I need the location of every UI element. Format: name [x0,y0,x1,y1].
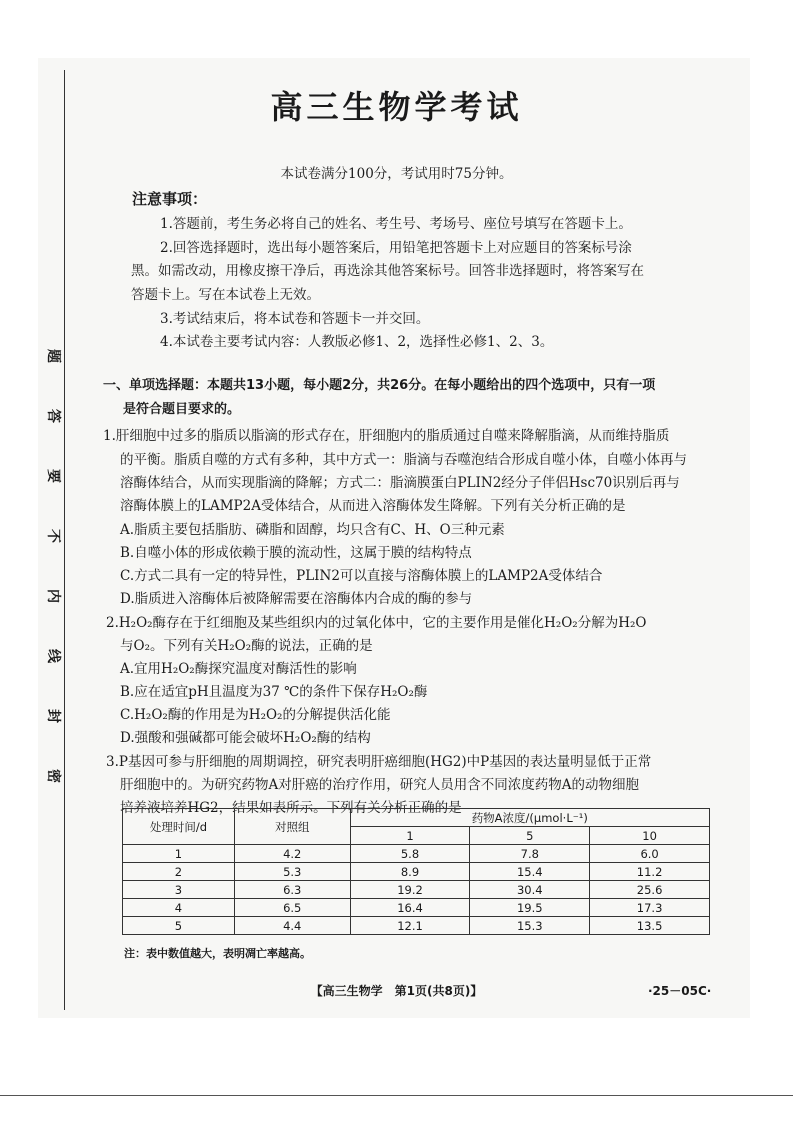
binding-warning [44,346,64,786]
header-control: 对照组 [234,809,350,845]
exam-title: 高三生物学考试 [270,88,523,126]
gutter-char: 封 [45,709,61,723]
table-cell: 25.6 [590,881,710,899]
binding-line [64,70,65,1010]
exam-code: ·25－05C· [648,984,712,998]
table-cell: 6.0 [590,845,710,863]
table-cell: 6.3 [234,881,350,899]
option-d: D.脂质进入溶酶体后被降解需要在溶酶体内合成的酶的参与 [120,591,473,607]
question-3-text: 培养液培养HG2，结果如表所示。下列有关分析正确的是 [120,800,462,816]
gutter-char: 线 [45,649,61,663]
table-cell: 17.3 [590,899,710,917]
table-cell: 1 [123,845,235,863]
table-cell: 4.2 [234,845,350,863]
header-time: 处理时间/d [123,809,235,845]
table-cell: 5.3 [234,863,350,881]
gutter-char: 答 [45,409,61,423]
table-header-row [123,809,710,827]
table-cell: 6.5 [234,899,350,917]
table-row [123,845,710,863]
table-row [123,881,710,899]
question-1-text: 的平衡。脂质自噬的方式有多种，其中方式一：脂滴与吞噬泡结合形成自噬小体，自噬小体再与 [120,452,687,468]
table-cell: 8.9 [350,863,470,881]
gutter-char: 不 [45,529,61,543]
gutter-char: 题 [45,349,61,363]
note-line: 4.本试卷主要考试内容：人教版必修1、2，选择性必修1、2、3。 [160,334,554,350]
note-line: 2.回答选择题时，选出每小题答案后，用铅笔把答题卡上对应题目的答案标号涂 [160,240,632,256]
table-row [123,863,710,881]
table-cell: 4.4 [234,917,350,935]
table-cell: 19.5 [470,899,590,917]
notes-heading: 注意事项： [132,190,208,208]
option-d: D.强酸和强碱都可能会破坏H₂O₂酶的结构 [120,730,371,746]
bottom-divider [0,1095,793,1096]
question-1-text: 1.肝细胞中过多的脂质以脂滴的形式存在，肝细胞内的脂质通过自噬来降解脂滴，从而维持脂质 [103,428,670,444]
results-table [122,808,710,935]
question-1-text: 溶酶体膜上的LAMP2A受体结合，从而进入溶酶体发生降解。下列有关分析正确的是 [120,498,626,514]
table-cell: 15.4 [470,863,590,881]
table-cell: 4 [123,899,235,917]
table-row [123,899,710,917]
exam-info: 本试卷满分100分，考试用时75分钟。 [280,166,513,182]
header-conc-1: 1 [350,827,470,845]
gutter-char: 内 [45,589,61,603]
note-line: 黑。如需改动，用橡皮擦干净后，再选涂其他答案标号。回答非选择题时，将答案写在 [131,263,644,279]
table-cell: 3 [123,881,235,899]
table-note: 注：表中数值越大，表明凋亡率越高。 [124,947,311,960]
table-cell: 15.3 [470,917,590,935]
header-conc-10: 10 [590,827,710,845]
option-c: C.H₂O₂酶的作用是为H₂O₂的分解提供活化能 [120,707,391,723]
header-drug: 药物A浓度/(μmol·L⁻¹) [350,809,709,827]
table-cell: 13.5 [590,917,710,935]
table-cell: 7.8 [470,845,590,863]
section-heading: 一、单项选择题：本题共13小题，每小题2分，共26分。在每小题给出的四个选项中，只有一项 [103,378,656,393]
question-3-text: 3.P基因可参与肝细胞的周期调控，研究表明肝癌细胞(HG2)中P基因的表达量明显低于正常 [106,754,652,770]
option-b: B.自噬小体的形成依赖于膜的流动性，这属于膜的结构特点 [120,545,472,561]
option-a: A.宜用H₂O₂酶探究温度对酶活性的影响 [120,661,357,677]
question-1-text: 溶酶体结合，从而实现脂滴的降解；方式二：脂滴膜蛋白PLIN2经分子伴侣Hsc70识别后再与 [120,475,680,491]
page-footer: 【高三生物学 第1页(共8页)】 [310,984,483,998]
table-cell: 19.2 [350,881,470,899]
table-cell: 16.4 [350,899,470,917]
gutter-char: 密 [45,769,61,783]
gutter-char: 要 [45,469,61,483]
table-cell: 2 [123,863,235,881]
table-cell: 5.8 [350,845,470,863]
table-cell: 5 [123,917,235,935]
note-line: 3.考试结束后，将本试卷和答题卡一并交回。 [160,311,430,327]
option-a: A.脂质主要包括脂肪、磷脂和固醇，均只含有C、H、O三种元素 [120,522,505,538]
question-2-text: 与O₂。下列有关H₂O₂酶的说法，正确的是 [120,638,373,654]
option-c: C.方式二具有一定的特异性，PLIN2可以直接与溶酶体膜上的LAMP2A受体结合 [120,568,603,584]
header-conc-5: 5 [470,827,590,845]
note-line: 1.答题前，考生务必将自己的姓名、考生号、考场号、座位号填写在答题卡上。 [160,216,632,232]
table-cell: 30.4 [470,881,590,899]
question-3-text: 肝细胞中的。为研究药物A对肝癌的治疗作用，研究人员用含不同浓度药物A的动物细胞 [120,777,639,793]
table-cell: 12.1 [350,917,470,935]
question-2-text: 2.H₂O₂酶存在于红细胞及某些组织内的过氧化体中，它的主要作用是催化H₂O₂分解为H₂O [106,615,647,631]
note-line: 答题卡上。写在本试卷上无效。 [131,287,320,303]
section-heading: 是符合题目要求的。 [123,402,241,417]
table-cell: 11.2 [590,863,710,881]
table-row [123,917,710,935]
option-b: B.应在适宜pH且温度为37 ℃的条件下保存H₂O₂酶 [120,684,428,700]
